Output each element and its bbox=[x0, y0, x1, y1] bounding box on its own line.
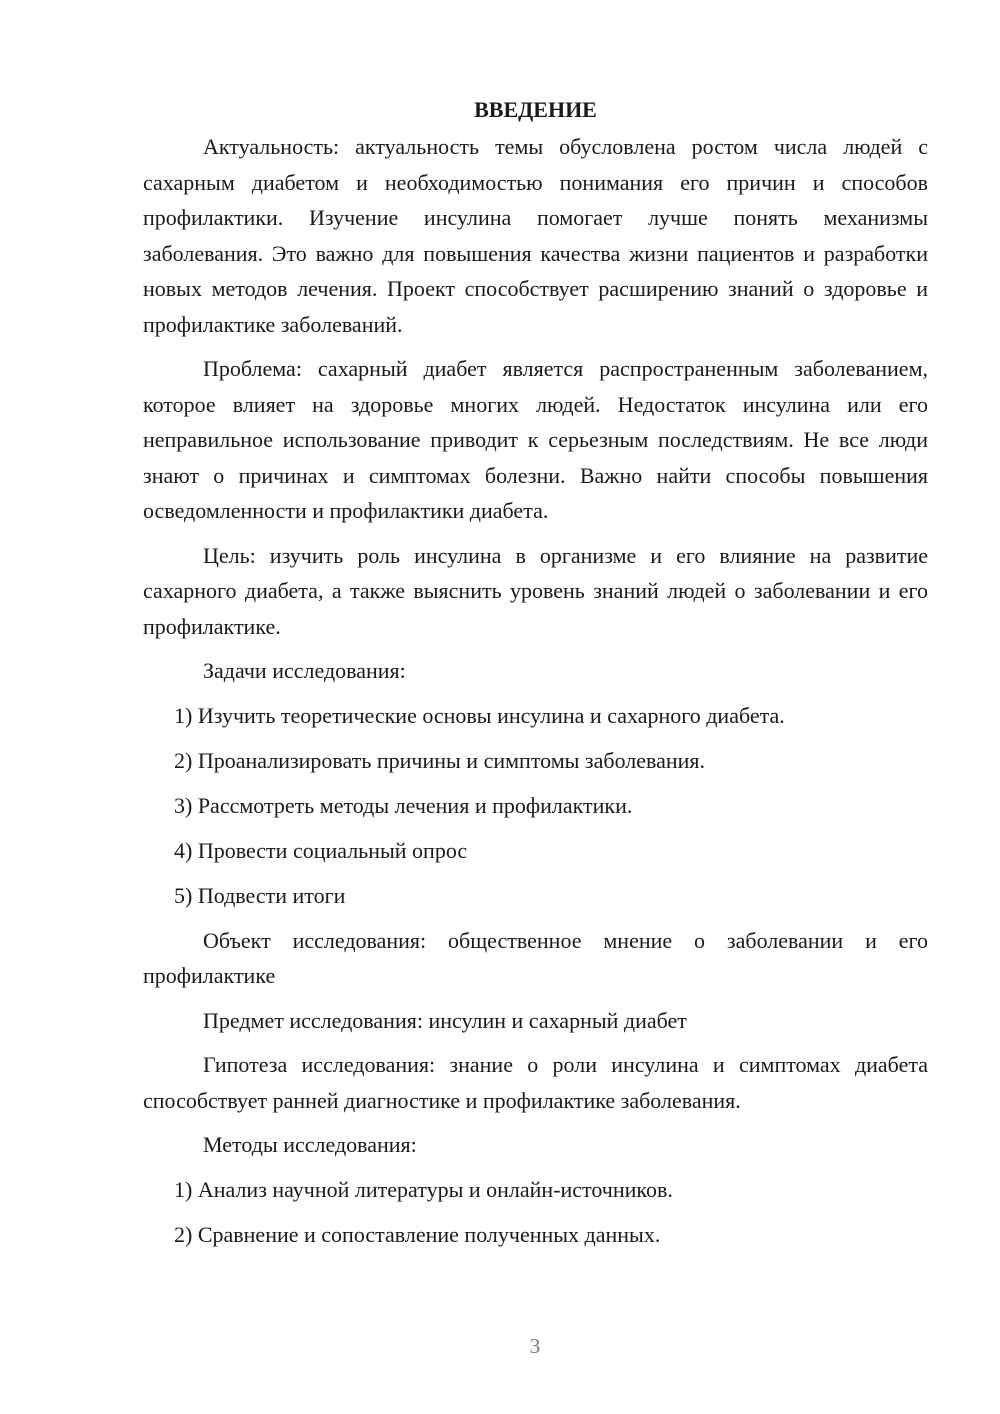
document-page bbox=[143, 95, 928, 1262]
page-title: ВВЕДЕНИЕ bbox=[474, 97, 597, 122]
list-item: 2) Сравнение и сопоставление полученных данных. bbox=[174, 1221, 661, 1247]
list-item: 4) Провести социальный опрос bbox=[174, 837, 468, 863]
hypothesis-paragraph: Гипотеза исследования: знание о роли инсулина и симптомах диабета способствует ранней диагностике и профилактике заболевания. bbox=[143, 1052, 928, 1113]
relevance-paragraph: Актуальность: актуальность темы обусловлена ростом числа людей с сахарным диабетом и необходимостью понимания его причин и способов профилактики. Изучение инсулина помогает лучше понять механизмы заболевания. Это важно для повышения качества жизни пациентов и разработки новых методов лечения. Проект способствует расширению знаний о здоровье и профилактике заболеваний. bbox=[143, 134, 928, 337]
list-item: 3) Рассмотреть методы лечения и профилактики. bbox=[174, 792, 633, 818]
tasks-list bbox=[143, 698, 928, 914]
list-item: 1) Изучить теоретические основы инсулина и сахарного диабета. bbox=[174, 702, 785, 728]
list-item: 2) Проанализировать причины и симптомы заболевания. bbox=[174, 747, 706, 773]
methods-list bbox=[143, 1172, 928, 1253]
object-paragraph: Объект исследования: общественное мнение о заболевании и его профилактике bbox=[143, 927, 928, 988]
problem-paragraph: Проблема: сахарный диабет является распространенным заболеванием, которое влияет на здоровье многих людей. Недостаток инсулина или его неправильное использование приводит к серьезным последствиям. Не все люди знают о причинах и симптомах болезни. Важно найти способы повышения осведомленности и профилактики диабета. bbox=[143, 356, 928, 523]
subject-paragraph: Предмет исследования: инсулин и сахарный диабет bbox=[203, 1007, 687, 1033]
page-number: 3 bbox=[529, 1334, 541, 1358]
list-item: 1) Анализ научной литературы и онлайн-источников. bbox=[174, 1176, 673, 1202]
goal-paragraph: Цель: изучить роль инсулина в организме и его влияние на развитие сахарного диабета, а также выяснить уровень знаний людей о заболевании и его профилактике. bbox=[143, 542, 928, 639]
list-item: 5) Подвести итоги bbox=[174, 882, 346, 908]
tasks-heading: Задачи исследования: bbox=[203, 658, 406, 683]
methods-heading: Методы исследования: bbox=[203, 1132, 417, 1157]
